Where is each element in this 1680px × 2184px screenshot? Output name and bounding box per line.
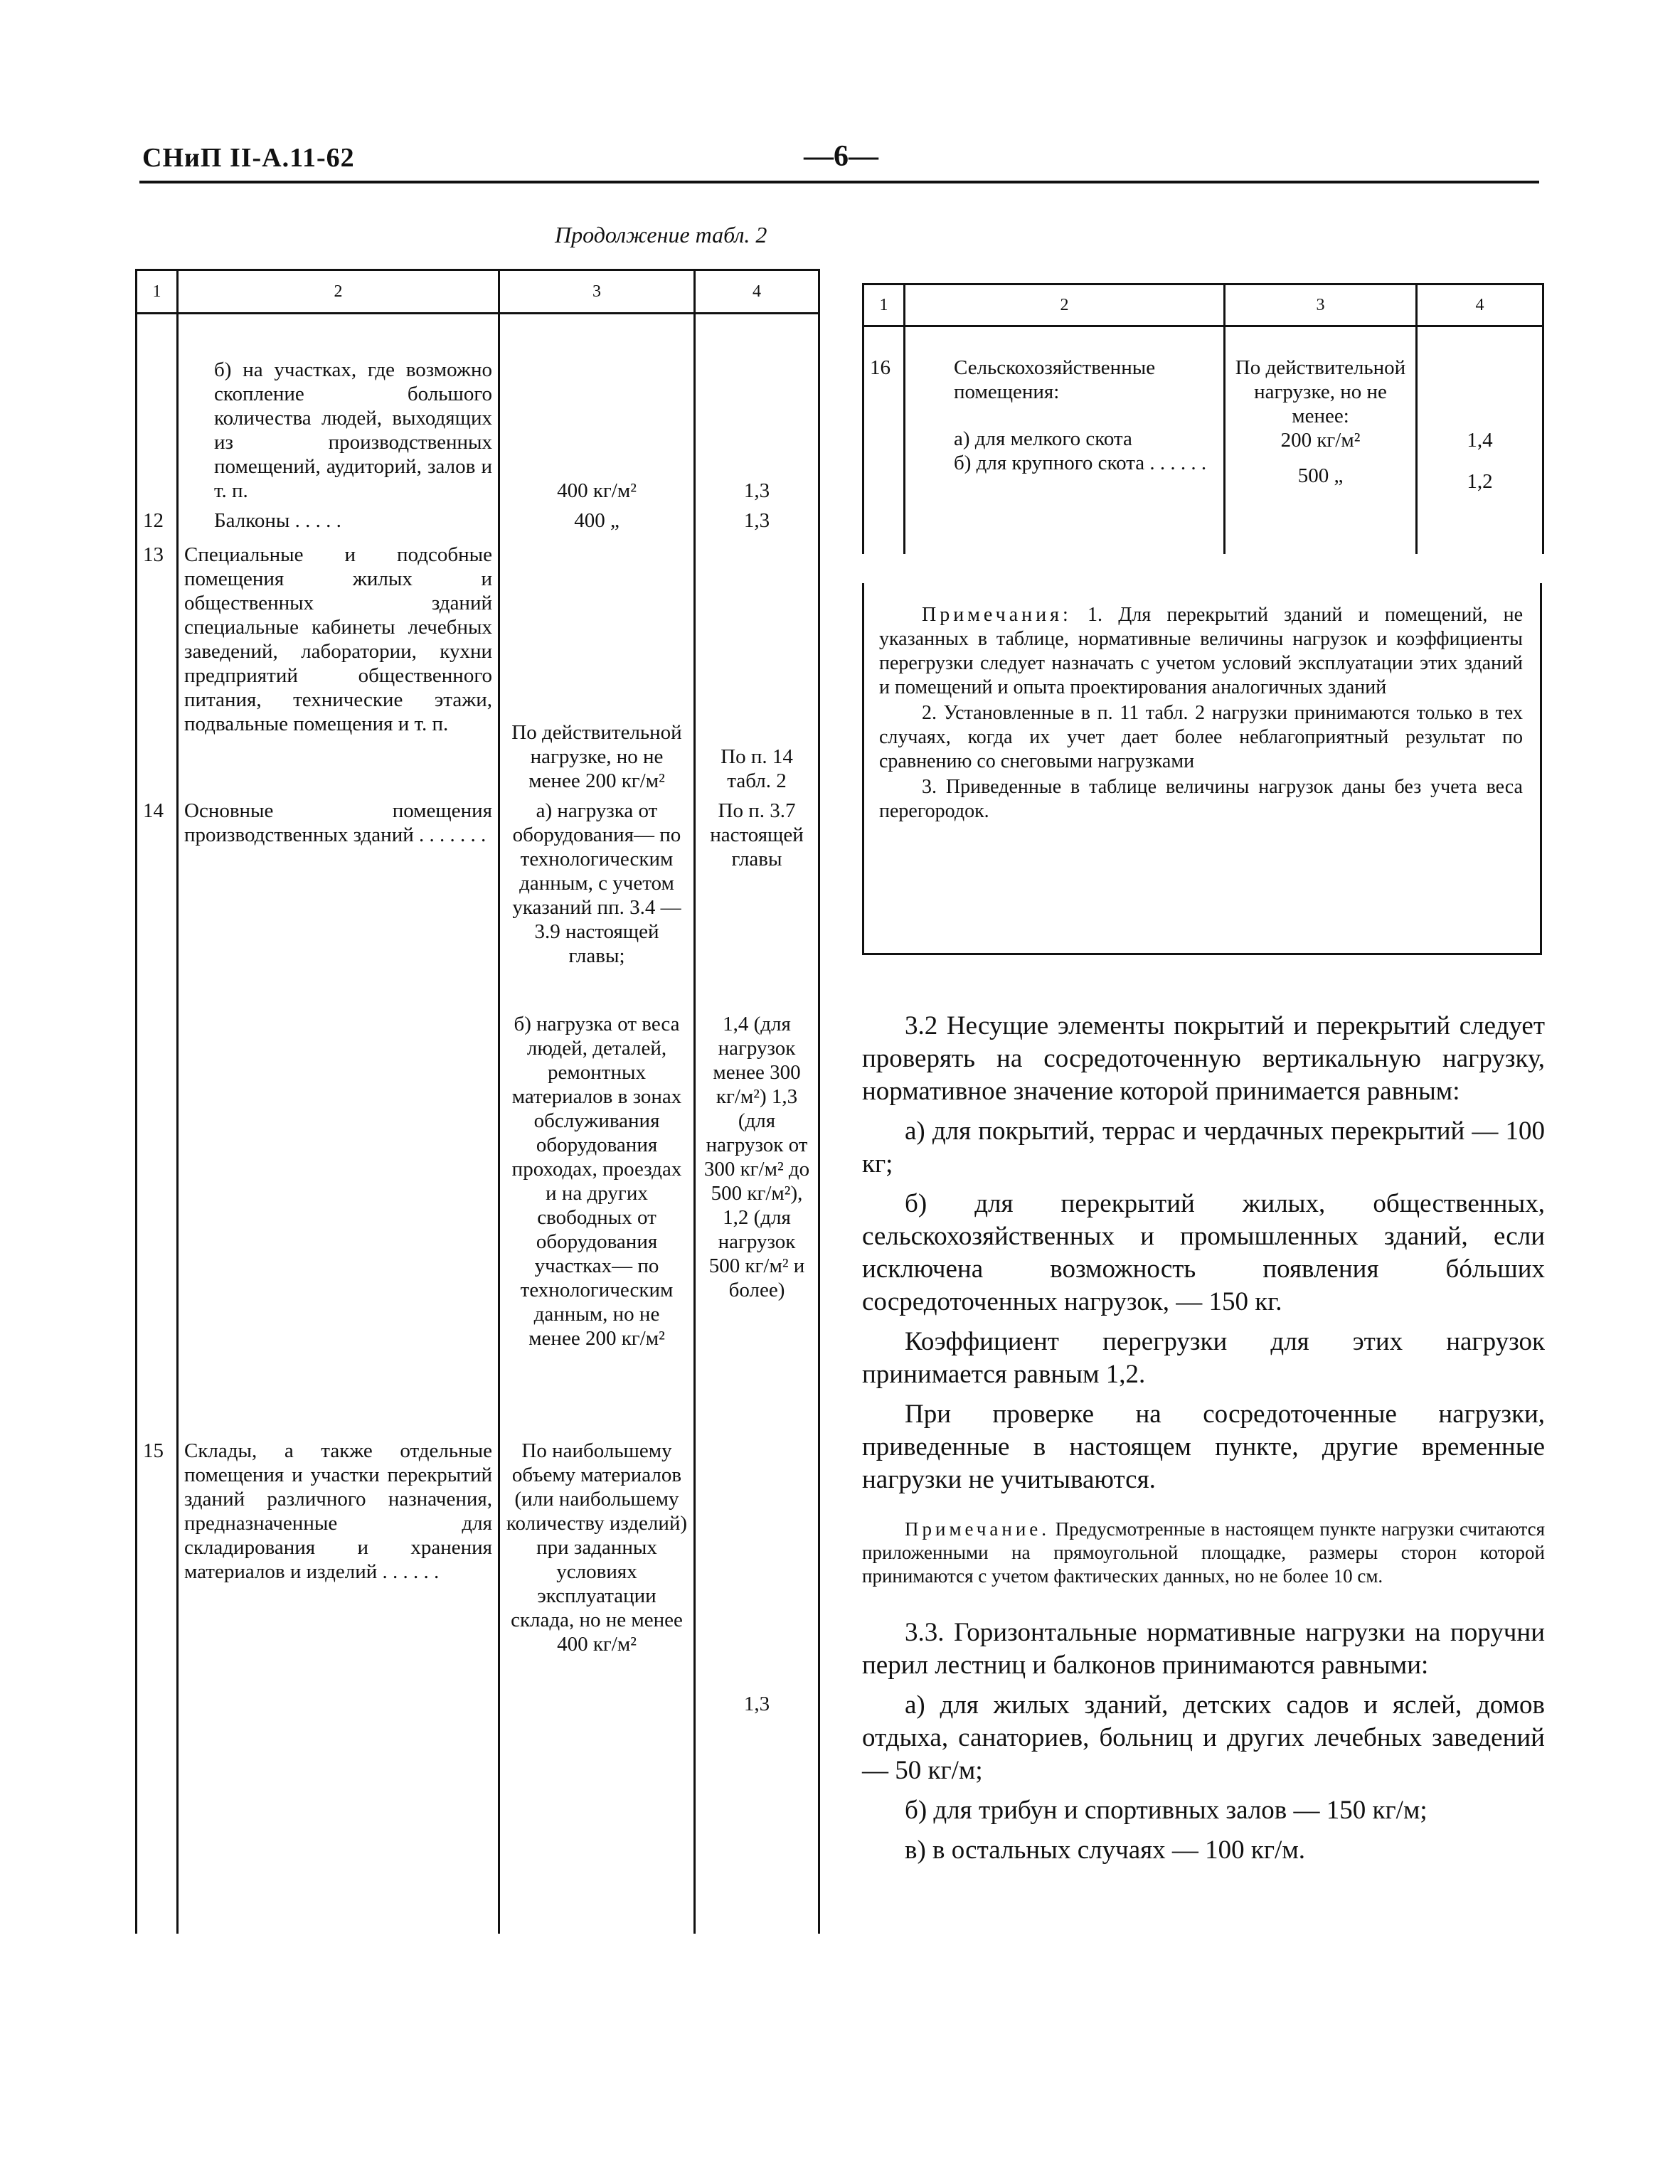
header-rule [139,181,1539,183]
table-continuation-caption: Продолжение табл. 2 [555,222,767,247]
load-value: 400 кг/м² [499,314,695,506]
row-number: 16 [863,326,905,554]
body-text [862,1010,1545,1874]
overload-coef: 1,3 [695,314,819,506]
overload-coef: 1,3 [695,1436,819,1934]
table-row [863,326,1543,554]
overload-coef: 1,4 (для нагрузок менее 300 кг/м²) 1,3 (для нагрузок от 300 кг/м² до 500 кг/м²), 1,2 (для нагрузок 500 кг/м² и более) [695,1009,819,1436]
notes-label: Примечания: [922,604,1072,626]
overload-coef: По п. 14 табл. 2 [695,540,819,796]
header-cell: 2 [178,270,499,314]
clause-3-3-c: в) в остальных случаях — 100 кг/м. [905,1836,1306,1865]
header-cell: 4 [695,270,819,314]
load-a: 200 кг/м² [1280,429,1361,452]
row-number [137,314,178,506]
document-code: СНиП II-А.11-62 [142,143,355,173]
table-header-row [137,270,819,314]
table-row [137,506,819,540]
row-number: 14 [137,796,178,1009]
header-cell: 3 [1225,284,1417,326]
load-value: По наибольшему объему материалов (или наибольшему количеству изделий) при заданных условиях эксплуатации склада, но не менее 400 кг/м² [499,1436,695,1934]
table-row [137,796,819,1009]
table-row [137,540,819,796]
clause-3-2: 3.2 Несущие элементы покрытий и перекрытий следует проверять на сосредоточенную вертикальную нагрузку, нормативное значение которой принимается равным: [862,1011,1545,1106]
row-number: 15 [137,1436,178,1934]
loads-table-left [135,269,820,1934]
overload-coef: По п. 3.7 настоящей главы [695,796,819,1009]
room-type [178,1009,499,1436]
row-number [137,1009,178,1436]
room-type: Склады, а также отдельные помещения и участки перекрытий зданий различного назначения, предназначенные для складирования и хранения материалов и изделий . . . . . . [178,1436,499,1934]
room-type: Балконы . . . . . [178,506,499,540]
room-type: Основные помещения производственных зданий . . . . . . . [178,796,499,1009]
header-cell: 1 [863,284,905,326]
clause-3-3: 3.3. Горизонтальные нормативные нагрузки на поручни перил лестниц и балконов принимаются равными: [862,1618,1545,1680]
load-heading: По действительной нагрузке, но не менее: [1235,356,1406,427]
room-type: б) на участках, где возможно скопление большого количества людей, выходящих из производственных помещений, аудиторий, залов и т. п. [178,314,499,506]
header-cell: 4 [1417,284,1543,326]
room-subtype-a: а) для мелкого скота [954,427,1132,450]
overload-coef [1417,326,1543,554]
clause-3-2-other: При проверке на сосредоточенные нагрузки, приведенные в настоящем пункте, другие временные нагрузки не учитываются. [862,1400,1545,1494]
clause-3-2-a: а) для покрытий, террас и чердачных перекрытий — 100 кг; [862,1117,1545,1178]
note-3: 3. Приведенные в таблице величины нагрузок даны без учета веса перегородок. [879,776,1523,822]
table-row [137,1009,819,1436]
note-1: 1. Для перекрытий зданий и помещений, не указанных в таблице, нормативные величины нагрузок и коэффициенты перегрузки следует назначать с учетом условий эксплуатации этих зданий и помещений и опыта проектирования аналогичных зданий [879,604,1524,698]
header-cell: 1 [137,270,178,314]
load-value: б) нагрузка от веса людей, деталей, ремонтных материалов в зонах обслуживания оборудования проходах, проездах и на других свободных от оборудования участках— по технологическим данным, но не менее 200 кг/м² [499,1009,695,1436]
overload-coef: 1,3 [695,506,819,540]
room-type [905,326,1225,554]
coef-b: 1,2 [1467,470,1493,493]
row-number: 13 [137,540,178,796]
table-row [137,1436,819,1934]
row-number: 12 [137,506,178,540]
table-row [137,314,819,506]
table-notes [879,603,1523,825]
loads-table-right [862,283,1544,554]
room-type-title: Сельскохозяйственные помещения: [954,356,1156,403]
page-number: —6— [804,140,878,173]
load-value: По действительной нагрузке, но не менее 200 кг/м² [499,540,695,796]
coef-a: 1,4 [1467,429,1493,452]
note-2: 2. Установленные в п. 11 табл. 2 нагрузки принимаются только в тех случаях, когда их учет дает более неблагоприятный результат по сравнению со снеговыми нагрузками [879,702,1523,772]
clause-3-2-coef: Коэффициент перегрузки для этих нагрузок принимается равным 1,2. [862,1327,1545,1389]
header-cell: 3 [499,270,695,314]
clause-3-2-b: б) для перекрытий жилых, общественных, сельскохозяйственных и промышленных зданий, если исключена возможность появления бóльших сосредоточенных нагрузок, — 150 кг. [862,1189,1545,1316]
load-value [1225,326,1417,554]
table-header-row [863,284,1543,326]
note-label: Примечание. [905,1518,1051,1540]
room-subtype-b: б) для крупного скота . . . . . . [954,452,1207,474]
load-value: 400 „ [499,506,695,540]
clause-3-2-note: Предусмотренные в настоящем пункте нагрузки считаются приложенными на прямоугольной площадке, размеры сторон которой принимаются с учетом фактических данных, но не более 10 см. [862,1518,1545,1587]
load-value: а) нагрузка от оборудования— по технологическим данным, с учетом указаний пп. 3.4 — 3.9 настоящей главы; [499,796,695,1009]
clause-3-3-a: а) для жилых зданий, детских садов и яслей, домов отдыха, санаториев, больниц и других лечебных заведений — 50 кг/м; [862,1690,1545,1785]
header-cell: 2 [905,284,1225,326]
room-type: Специальные и подсобные помещения жилых и общественных зданий специальные кабинеты лечебных заведений, лаборатории, кухни предприятий общественного питания, технические этажи, подвальные помещения и т. п. [178,540,499,796]
clause-3-3-b: б) для трибун и спортивных залов — 150 кг/м; [905,1796,1428,1825]
load-b: 500 „ [1297,464,1344,487]
